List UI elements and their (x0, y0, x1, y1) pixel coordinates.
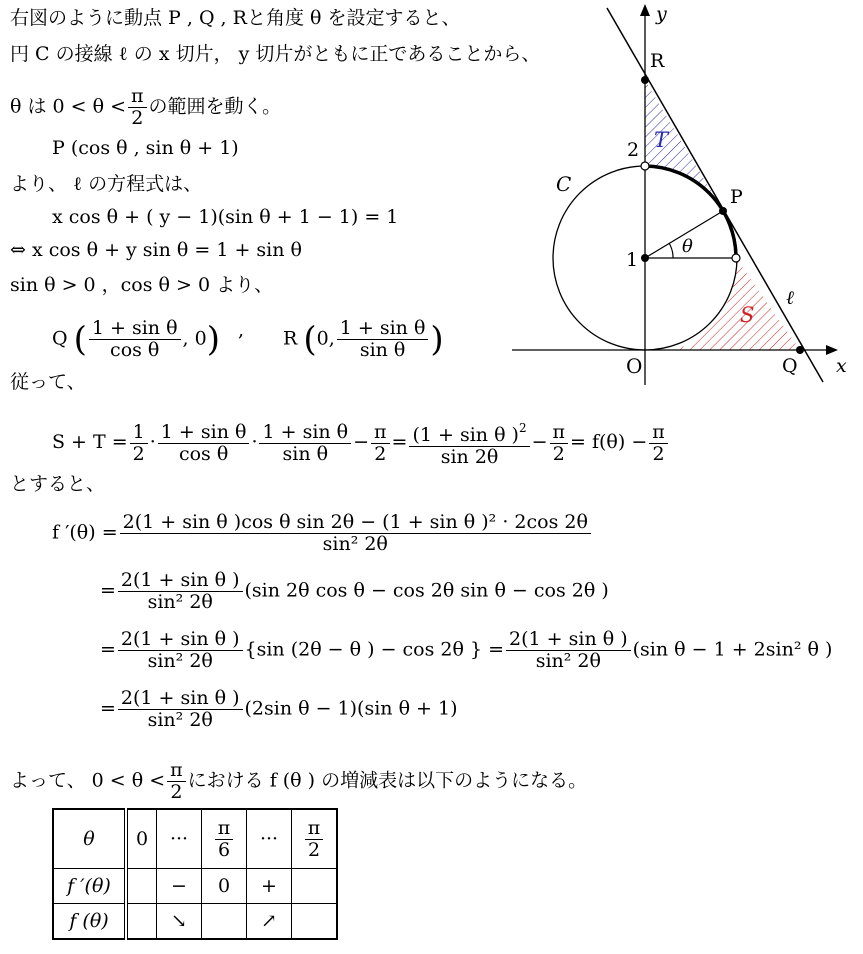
cell-decreasing: ↘ (157, 904, 202, 940)
cell-dots: ··· (157, 809, 202, 869)
area-sum-equation: S + T = $\frac{1}{2}$ · $\frac{\text{1 + sin θ}}{\text{cos θ}}$ · $\frac{\text{1 + sin θ}}{\text{sin θ}}$ − $\frac{\pi}{2}$ = $\frac{(1 + \sin \theta )^2}{\sin 2\theta}$ − $\frac{\pi}{2}$ = f(θ) − $\frac{\pi}{2}$ (52, 418, 670, 468)
label-two: 2 (627, 139, 640, 161)
label-o: O (626, 354, 643, 378)
label-one: 1 (626, 249, 639, 271)
point-q-dot (796, 346, 804, 354)
label-c: C (556, 172, 572, 196)
equation-intro: より、 ℓ の方程式は、 (10, 173, 203, 195)
cell-zero-value: 0 (202, 869, 247, 904)
label-x: x (836, 355, 847, 377)
therefore-label: 従って、 (10, 371, 86, 393)
cell-pi6: $\frac{\pi}{6}$ (202, 809, 247, 869)
label-t: T (654, 128, 669, 152)
header-f: f (θ) (53, 904, 126, 940)
frac-pi-2: $\frac{\pi}{2}$ (128, 86, 147, 129)
derivative-line-4: = $\frac{\text{2(1 + sin θ )}}{\text{sin² 2θ}}$ (2sin θ − 1)(sin θ + 1) (100, 687, 458, 731)
sign-condition: sin θ > 0 ，cos θ > 0 より、 (10, 274, 274, 296)
angle-arc (669, 243, 673, 258)
range-text: θ は 0 < θ < (10, 95, 127, 118)
cell-pi2: $\frac{\pi}{2}$ (292, 809, 338, 869)
cell-plus: + (247, 869, 292, 904)
point-end-open (732, 254, 740, 262)
header-f-prime: f ′(θ) (53, 869, 126, 904)
label-r: R (650, 50, 665, 72)
range-text-2: の範囲を動く。 (148, 95, 282, 118)
then-label: とすると、 (10, 473, 106, 495)
x-axis-arrow-icon (826, 345, 838, 355)
intro-line-1: 右図のように動点 P , Q , Rと角度 θ を設定すると、 (10, 7, 461, 29)
label-theta: θ (682, 236, 693, 257)
point-r: R (0, $\frac{\text{1 + sin θ}}{\text{sin θ}}$ ) (283, 317, 444, 361)
derivative-line-3: = $\frac{\text{2(1 + sin θ )}}{\text{sin² 2θ}}$ {sin (2θ − θ ) − cos 2θ } = $\frac{\text{2(1 + sin θ )}}{\text{sin² 2θ}}$ (sin θ − 1 + 2sin² θ ) (100, 628, 833, 672)
cell-minus: − (157, 869, 202, 904)
point-p: P (cos θ , sin θ + 1) (52, 137, 239, 159)
conclusion-line: よって、 0 < θ < $\frac{\pi}{2}$ における f (θ ) の増減表は以下のようになる。 (10, 759, 588, 803)
cell-dots-2: ··· (247, 809, 292, 869)
label-p: P (730, 186, 743, 208)
point-center-dot (641, 254, 649, 262)
point-r-dot (641, 76, 649, 84)
cell-zero: 0 (126, 809, 157, 869)
tangent-simplified: ⇔ x cos θ + y sin θ = 1 + sin θ (10, 239, 302, 261)
label-y: y (656, 3, 667, 25)
label-q: Q (782, 355, 798, 377)
cell-increasing: ↗ (247, 904, 292, 940)
point-q: Q ( $\frac{\text{1 + sin θ}}{\text{cos θ}}$ , 0) (52, 317, 220, 361)
label-s: S (740, 303, 755, 327)
tangent-equation: x cos θ + ( y − 1)(sin θ + 1 − 1) = 1 (52, 206, 399, 228)
label-ell: ℓ (786, 287, 794, 309)
y-axis-arrow-icon (640, 4, 650, 16)
point-p-dot (719, 207, 727, 215)
header-theta: θ (53, 809, 126, 869)
derivative-line-2: = $\frac{\text{2(1 + sin θ )}}{\text{sin² 2θ}}$ (sin 2θ cos θ − cos 2θ sin θ − cos 2θ ) (100, 569, 609, 613)
separator-comma: , (238, 319, 245, 341)
derivative-line-1: f ′(θ) = $\frac{\text{2(1 + sin θ )cos θ sin 2θ − (1 + sin θ )² · 2cos 2θ}}{\text{sin² 2θ}}$ (52, 512, 593, 555)
intro-line-2: 円 C の接線 ℓ の x 切片， y 切片がともに正であることから、 (10, 43, 541, 65)
point-2-open (641, 162, 649, 170)
